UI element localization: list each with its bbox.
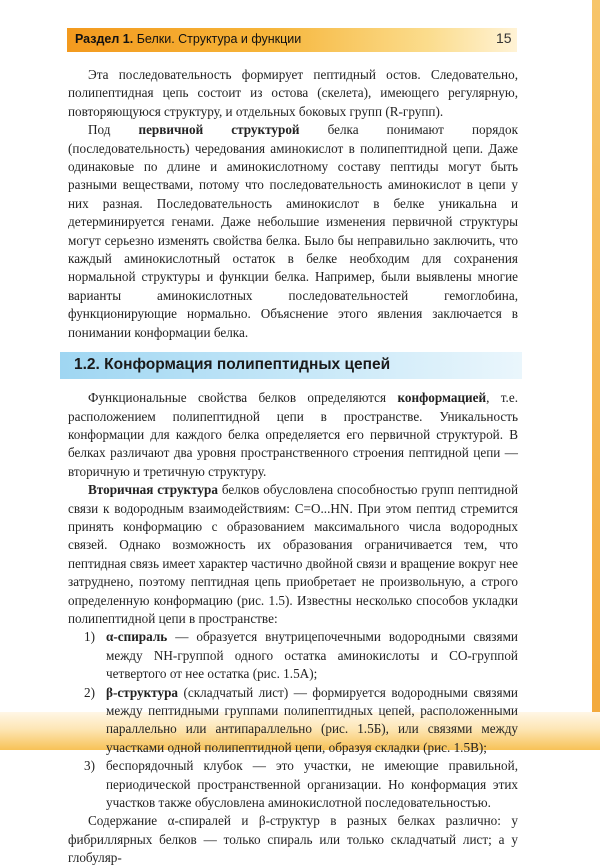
term-conformation: конформацией (397, 390, 487, 406)
list-item-text (106, 628, 518, 683)
closing-paragraph: Содержание α-спиралей и β-структур в разных белках различно: у фибриллярных белков — только спираль или только складчатый лист; а у глобуляр- (68, 813, 518, 866)
term-secondary-structure: Вторичная структура (88, 482, 218, 498)
list-item (68, 684, 518, 758)
section-heading-bar (60, 352, 522, 379)
paragraph-1: Эта последовательность формирует пептидный остов. Следовательно, полипептидная цепь состоит из остова (скелета), имеющего регулярную, повторяющуюся структуру, и отдельных боковых групп (R-групп). (68, 67, 518, 119)
list-item-text (106, 757, 518, 812)
paragraph-2-body: белка понимают порядок (последовательность) чередования аминокислот в полипептидной цепи. Даже одинаковые по длине и аминокислотному составу пептиды могут быть разными веществами, потому что последовательность аминокислот в цепи у них разная. Последовательность аминокислот в белке уникальна и детерминируется генами. Даже небольшие изменения первичной структуры могут серьезно изменять свойства белка. Было бы неправильно заключить, что каждый аминокислотный остаток в белке необходим для сохранения нормальной структуры и функции белка. Например, были выявлены многие варианты аминокислотных последовательностей гемоглобина, функционирующие нормально. Объяснение этого явления заключается в понимании конформации белка. (68, 122, 518, 340)
page-content (68, 66, 518, 868)
list-item-body: (складчатый лист) — формируется водородными связями между пептидными группами полипептидных цепей, расположенными параллельно или антипараллельно (рис. 1.5Б), или связями между участками одной полипептидной цепи, образуя складки (рис. 1.5В); (106, 684, 518, 755)
header-section-label: Раздел 1. (75, 32, 134, 46)
list-item (68, 757, 518, 812)
list-item-number: 1) (84, 629, 95, 645)
paragraph-3-intro: Функциональные свойства белков определяются (88, 390, 398, 406)
list-item (68, 628, 518, 683)
header-section-title: Белки. Структура и функции (136, 32, 302, 46)
paragraph-3-body: , т.е. расположением полипептидной цепи в пространстве. Уникальность конформации для каждого белка определяется его первичной структурой. В белках различают два уровня пространственного строения пептидной цепи — вторичную и третичную структуру. (68, 390, 518, 479)
term-primary-structure: первичной структурой (138, 122, 300, 138)
paragraph-4-body: белков обусловлена способностью групп пептидной связи к водородным взаимодействиям: C=O...HN. При этом пептид стремится принять конформацию с образованием максимального числа водородных связей. Однако возможность их образования ограничивается тем, что пептидная связь имеет характер частично двойной связи и вращение вокруг нее затруднено, поэтому пептидная цепь приобретает не произвольную, а строго определенную конформацию (рис. 1.5). Известны несколько способов укладки полипептидной цепи в пространстве: (68, 482, 519, 626)
running-header (75, 32, 301, 46)
list-item-number: 3) (84, 758, 95, 774)
paragraph-2-intro: Под (88, 122, 139, 138)
list-item-body: беспорядочный клубок — это участки, не имеющие правильной, периодической пространственной организации. Но конформация этих участков также обусловлена аминокислотной последовательностью. (106, 758, 518, 811)
term-beta-structure: β-структура (106, 684, 179, 700)
page-number: 15 (496, 30, 512, 46)
term-alpha-helix: α-спираль (106, 629, 168, 645)
list-item-number: 2) (84, 684, 95, 700)
paragraph-4 (68, 481, 518, 628)
section-heading: 1.2. Конформация полипептидных цепей (74, 356, 391, 374)
list-item-text (106, 684, 518, 758)
paragraph-3 (68, 389, 518, 481)
list-item-body: — образуется внутрицепочечными водородными связями между NH-группой одного остатка аминокислоты и CO-группой четвертого от нее остатка (рис. 1.5А); (106, 629, 518, 682)
paragraph-2 (68, 121, 518, 342)
page-edge-decoration (592, 0, 600, 750)
